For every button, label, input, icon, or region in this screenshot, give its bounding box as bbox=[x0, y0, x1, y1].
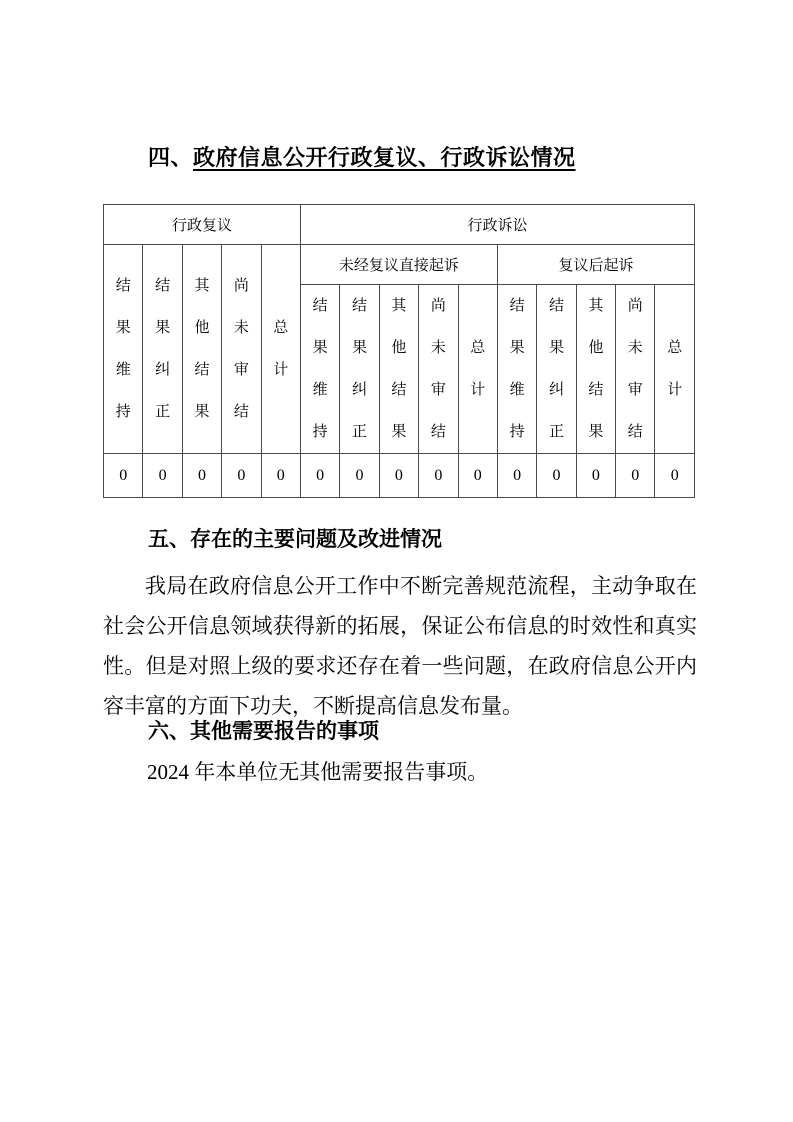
header-postreview-upheld-label: 结果维持 bbox=[509, 298, 525, 440]
section-5-paragraph: 我局在政府信息公开工作中不断完善规范流程，主动争取在社会公开信息领域获得新的拓展，保证公布信息的时效性和真实性。但是对照上级的要求还存在着一些问题，在政府信息公开内容丰富的方面下功夫，不断提高信息发布量。 bbox=[103, 574, 697, 718]
value-postreview-total: 0 bbox=[655, 454, 695, 498]
header-postreview-pending bbox=[616, 285, 655, 454]
header-direct-corrected bbox=[340, 285, 379, 454]
header-postreview-total-label: 总计 bbox=[667, 340, 683, 398]
value-review-other: 0 bbox=[182, 454, 221, 498]
value-review-pending: 0 bbox=[222, 454, 261, 498]
value-direct-pending: 0 bbox=[419, 454, 458, 498]
table-group-header-row bbox=[104, 205, 695, 245]
subgroup-header-post-review-suit: 复议后起诉 bbox=[497, 245, 694, 285]
header-direct-other bbox=[379, 285, 418, 454]
header-review-upheld-label: 结果维持 bbox=[115, 278, 131, 420]
header-direct-pending bbox=[419, 285, 458, 454]
header-postreview-corrected bbox=[537, 285, 576, 454]
header-review-other bbox=[182, 245, 221, 454]
value-postreview-upheld: 0 bbox=[497, 454, 536, 498]
header-direct-total-label: 总计 bbox=[470, 340, 486, 398]
header-direct-corrected-label: 结果纠正 bbox=[352, 298, 368, 440]
section-4-number: 四、 bbox=[148, 145, 194, 170]
value-postreview-other: 0 bbox=[576, 454, 615, 498]
review-litigation-table bbox=[103, 204, 695, 498]
value-review-upheld: 0 bbox=[104, 454, 143, 498]
header-postreview-other bbox=[576, 285, 615, 454]
group-header-litigation: 行政诉讼 bbox=[300, 205, 694, 245]
header-postreview-corrected-label: 结果纠正 bbox=[548, 298, 564, 440]
header-review-upheld bbox=[104, 245, 143, 454]
header-postreview-other-label: 其他结果 bbox=[588, 298, 604, 440]
table-subgroup-header-row bbox=[104, 245, 695, 285]
header-review-corrected bbox=[143, 245, 182, 454]
header-direct-other-label: 其他结果 bbox=[391, 298, 407, 440]
value-postreview-corrected: 0 bbox=[537, 454, 576, 498]
section-6-heading: 六、其他需要报告的事项 bbox=[148, 720, 379, 743]
section-6-paragraph: 2024 年本单位无其他需要报告事项。 bbox=[147, 760, 489, 784]
value-postreview-pending: 0 bbox=[616, 454, 655, 498]
value-review-total: 0 bbox=[261, 454, 300, 498]
header-review-pending bbox=[222, 245, 261, 454]
section-5-heading: 五、存在的主要问题及改进情况 bbox=[148, 528, 442, 551]
table-values-row bbox=[104, 454, 695, 498]
header-direct-pending-label: 尚未审结 bbox=[430, 298, 446, 440]
header-review-total bbox=[261, 245, 300, 454]
header-review-pending-label: 尚未审结 bbox=[233, 278, 249, 420]
section-4-heading bbox=[148, 145, 576, 171]
header-direct-upheld bbox=[300, 285, 339, 454]
value-direct-corrected: 0 bbox=[340, 454, 379, 498]
header-postreview-total bbox=[655, 285, 695, 454]
header-direct-total bbox=[458, 285, 497, 454]
value-direct-upheld: 0 bbox=[300, 454, 339, 498]
header-review-total-label: 总计 bbox=[273, 320, 289, 378]
header-review-corrected-label: 结果纠正 bbox=[155, 278, 171, 420]
value-direct-other: 0 bbox=[379, 454, 418, 498]
header-postreview-upheld bbox=[497, 285, 536, 454]
value-review-corrected: 0 bbox=[143, 454, 182, 498]
section-4-title: 政府信息公开行政复议、行政诉讼情况 bbox=[193, 145, 576, 170]
header-postreview-pending-label: 尚未审结 bbox=[627, 298, 643, 440]
header-review-other-label: 其他结果 bbox=[194, 278, 210, 420]
header-direct-upheld-label: 结果维持 bbox=[312, 298, 328, 440]
value-direct-total: 0 bbox=[458, 454, 497, 498]
subgroup-header-direct-suit: 未经复议直接起诉 bbox=[300, 245, 497, 285]
group-header-review: 行政复议 bbox=[104, 205, 301, 245]
